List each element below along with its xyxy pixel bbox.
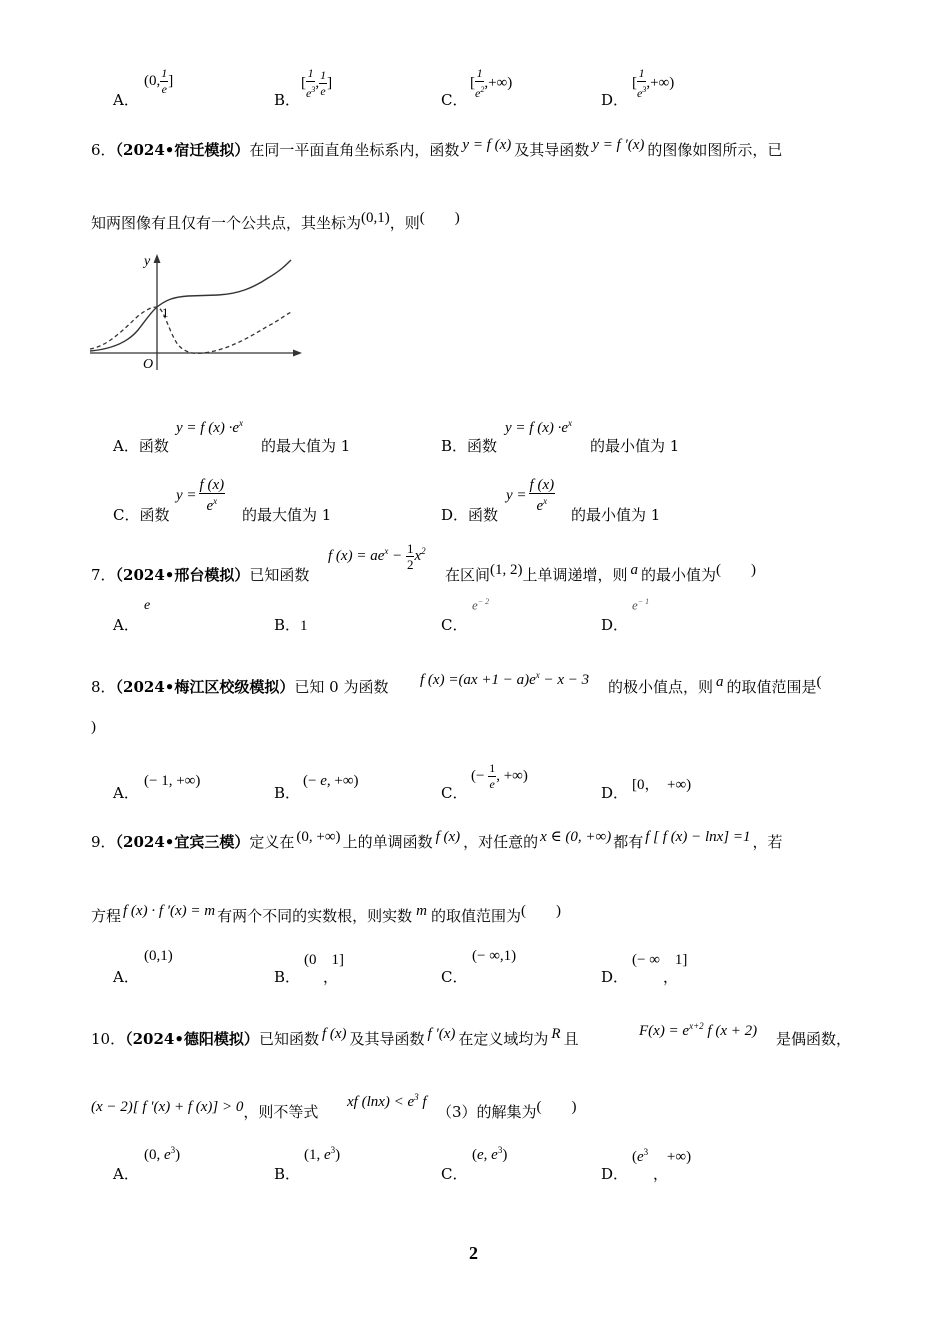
q9-text6: 方程 (91, 907, 122, 925)
q6-math-f: y = f (x) (462, 137, 512, 153)
option-pre: 函数 (139, 506, 170, 524)
q7-option-d-label: D． (601, 616, 629, 634)
question-number: 6． (91, 141, 116, 159)
q10-text2: 及其导函数 (349, 1030, 425, 1048)
q5-option-d-label: D． (601, 91, 629, 109)
q6-text2: 及其导函数 (514, 141, 590, 159)
q6-option-b (441, 437, 497, 455)
q6-option-d (441, 506, 498, 524)
question-source: （2024•德阳模拟） (125, 1030, 259, 1048)
q9-text1: 定义在 (249, 833, 295, 851)
q6-option-d-math: y = $\frac{f (x)}{e^x}$ (506, 477, 555, 514)
q8-option-a-math: (− 1, +∞) (144, 773, 201, 789)
q7-option-b (274, 616, 308, 635)
q9-option-b-math: (0 1] (304, 952, 344, 968)
q9-text3: ，对任意的 (463, 833, 539, 851)
q9-option-c-label: C． (441, 968, 468, 986)
q6-math-point: (0,1) (361, 210, 390, 226)
q9-math-domain: (0, +∞) (296, 829, 341, 845)
q5-option-a-math: (0, $\frac{1}{e}$ ] (144, 66, 174, 96)
q8-option-b-label: B． (274, 784, 301, 802)
q10-math-f: f (x) (321, 1026, 347, 1042)
q9-line1 (91, 829, 783, 852)
q6-text4: 知两图像有且仅有一个公共点，其坐标为 (91, 214, 362, 232)
q8-option-c-math: (− $\frac{1}{e}$ , +∞) (471, 761, 528, 791)
q6-line2 (91, 210, 460, 233)
q8-math-a: a (716, 674, 724, 690)
q10-text3: 在定义域均为 (458, 1030, 549, 1048)
q7-text4: 的最小值为 (641, 566, 717, 584)
q9-option-d-math: (− ∞ 1] (632, 952, 688, 968)
q6-option-a-post: 的最大值为 1 (261, 437, 351, 455)
q10-option-c-math: (e, $e^3$) (472, 1145, 508, 1163)
question-number: 10． (91, 1030, 126, 1048)
q6-option-c-post: 的最大值为 1 (242, 506, 332, 524)
q9-text8: 的取值范围为 (431, 907, 522, 925)
q7-option-d-math: $e^{- 1}$ (632, 597, 650, 613)
curve-f-prime (90, 307, 291, 353)
q9-option-d-label: D． (601, 968, 629, 986)
q10-text1: 已知函数 (258, 1030, 319, 1048)
q10-math-fprime: f ′(x) (427, 1026, 456, 1042)
q5-option-c-math: [ $\frac{1}{e^2}$ ,+∞) (470, 66, 513, 100)
q6-option-a (113, 437, 169, 455)
q10-text5: 是偶函数， (776, 1030, 852, 1048)
question-source: （2024•宿迁模拟） (115, 141, 250, 159)
q7-line1-rest (445, 562, 757, 585)
option-label: A． (113, 437, 139, 455)
option-label: D． (441, 506, 469, 524)
q10-option-d-comma: ， (653, 1165, 669, 1183)
q9-math-m: m (416, 903, 427, 919)
q7-math-a: a (630, 562, 639, 578)
q8-text3: 的取值范围是 (726, 678, 817, 696)
q8-paren-close: ) (91, 719, 96, 735)
page-number: 2 (469, 1243, 478, 1263)
q7-math-function: f $(x) = ae^x$ − $\frac{1}{2}$ $x^2$ (328, 541, 426, 572)
q8-text2: 的极小值点，则 (608, 678, 714, 696)
q9-option-d-comma: ， (663, 968, 679, 986)
q10-option-d-math: ($e^3$ +∞) (632, 1147, 692, 1165)
q10-line2-rest (437, 1099, 577, 1122)
q6-function-graph (88, 250, 308, 375)
question-source: （2024•邢台模拟） (115, 566, 250, 584)
q10-option-b-math: (1, $e^3$) (304, 1145, 341, 1163)
q5-option-c-label: C． (441, 91, 468, 109)
q10-option-b-label: B． (274, 1165, 301, 1183)
question-number: 7． (91, 566, 116, 584)
q5-option-b-math: [ $\frac{1}{e^3}$ , $\frac{1}{e}$ ] (301, 66, 333, 100)
q10-math-condition: (x − 2)[ f ′(x) + f (x)] > 0 (91, 1099, 244, 1115)
q8-line1 (91, 678, 388, 696)
q7-text1: 已知函数 (249, 566, 310, 584)
q10-line1 (91, 1026, 579, 1049)
q7-math-interval: (1, 2) (490, 562, 523, 578)
q9-line2 (91, 903, 562, 926)
graph-origin-label: O (143, 357, 154, 372)
q6-text5: ，则 (389, 214, 420, 232)
option-label: C． (113, 506, 140, 524)
q6-option-a-math: y = f $(x) \cdot e^x$ (176, 418, 244, 436)
curve-f (90, 260, 291, 351)
q9-option-a-label: A． (113, 968, 139, 986)
q7-text3: 上单调递增，则 (522, 566, 628, 584)
q9-text2: 上的单调函数 (342, 833, 433, 851)
q8-option-b-math: (− e, +∞) (303, 773, 359, 789)
q6-option-b-math: y = f $(x) \cdot e^x$ (505, 418, 573, 436)
q5-option-b-label: B． (274, 91, 301, 109)
q6-option-c-math: y = $\frac{f (x)}{e^x}$ (176, 477, 225, 514)
q9-math-f: f (x) (435, 829, 461, 845)
q7-answer-paren: ( ) (716, 562, 757, 578)
q9-answer-paren: ( ) (521, 903, 562, 919)
q8-paren-open: ( (816, 674, 822, 690)
option-label: B． (441, 437, 468, 455)
q9-text5: ，若 (752, 833, 783, 851)
q7-line1 (91, 566, 309, 584)
q10-text6: ，则不等式 (243, 1103, 319, 1121)
q5-option-a-label: A． (113, 91, 139, 109)
q7-text2: 在区间 (445, 566, 491, 584)
q10-answer-paren: ( ) (536, 1099, 577, 1115)
q6-option-d-post: 的最小值为 1 (571, 506, 661, 524)
q9-text7: 有两个不同的实数根，则实数 (217, 907, 413, 925)
q10-math-inequality: xf $(\ln x) < e^3$ f (347, 1092, 427, 1110)
option-pre: 函数 (468, 506, 499, 524)
q6-option-b-post: 的最小值为 1 (590, 437, 680, 455)
q7-option-c-label: C． (441, 616, 468, 634)
q9-math-condition: f [ f (x) − lnx] =1 (645, 829, 751, 845)
y-axis-arrow (154, 254, 161, 263)
q8-option-a-label: A． (113, 784, 139, 802)
option-label: B． (274, 616, 301, 634)
x-axis-arrow (293, 350, 302, 357)
q6-text3: 的图像如图所示，已 (647, 141, 783, 159)
q9-text4: 都有 (613, 833, 644, 851)
q10-text7: （3）的解集为 (437, 1103, 537, 1121)
q10-math-F: $F(x) = e^{x+2}$ f (x + 2) (639, 1021, 758, 1039)
q8-line1-rest (608, 674, 822, 697)
question-number: 9． (91, 833, 116, 851)
q6-line1 (91, 137, 783, 160)
q6-math-fprime: y = f ′(x) (592, 137, 645, 153)
q9-option-c-math: (− ∞,1) (472, 948, 517, 964)
option-pre: 函数 (138, 437, 169, 455)
q9-math-x-in: x ∈ (0, +∞) (540, 829, 612, 845)
q10-option-d-label: D． (601, 1165, 629, 1183)
q10-text4: 且 (563, 1030, 579, 1048)
q7-option-c-math: $e^{- 2}$ (472, 597, 490, 613)
question-number: 8． (91, 678, 116, 696)
q6-option-c (113, 506, 170, 524)
q10-math-r: R (551, 1026, 561, 1042)
q10-option-a-label: A． (113, 1165, 139, 1183)
graph-y-label: y (144, 254, 151, 269)
q8-math-function: f $(x) =(ax +1 - a)e^x - x - 3$ (420, 670, 590, 688)
q7-option-a-label: A． (113, 616, 139, 634)
graph-one-label: 1 (162, 305, 169, 320)
q10-option-a-math: (0, $e^3$) (144, 1145, 181, 1163)
option-pre: 函数 (467, 437, 498, 455)
q10-option-c-label: C． (441, 1165, 468, 1183)
q8-option-c-label: C． (441, 784, 468, 802)
q9-option-b-comma: ， (323, 968, 339, 986)
q9-math-equation: f (x) · f ′(x) = m (123, 903, 216, 919)
q8-text1: 已知 0 为函数 (294, 678, 389, 696)
question-source: （2024•宜宾三模） (115, 833, 250, 851)
q8-option-d-math: [0， +∞) (632, 777, 692, 793)
q6-answer-paren: ( ) (419, 210, 460, 226)
q9-option-b-label: B． (274, 968, 301, 986)
q5-option-d-math: [ $\frac{1}{e^3}$ ,+∞) (632, 66, 675, 100)
option-math: 1 (300, 618, 308, 634)
q7-option-a-math: e (144, 598, 151, 613)
question-source: （2024•梅江区校级模拟） (115, 678, 295, 696)
q9-option-a-math: (0,1) (144, 948, 173, 964)
q6-text1: 在同一平面直角坐标系内，函数 (249, 141, 460, 159)
q8-option-d-label: D． (601, 784, 629, 802)
q10-line2 (91, 1099, 319, 1122)
